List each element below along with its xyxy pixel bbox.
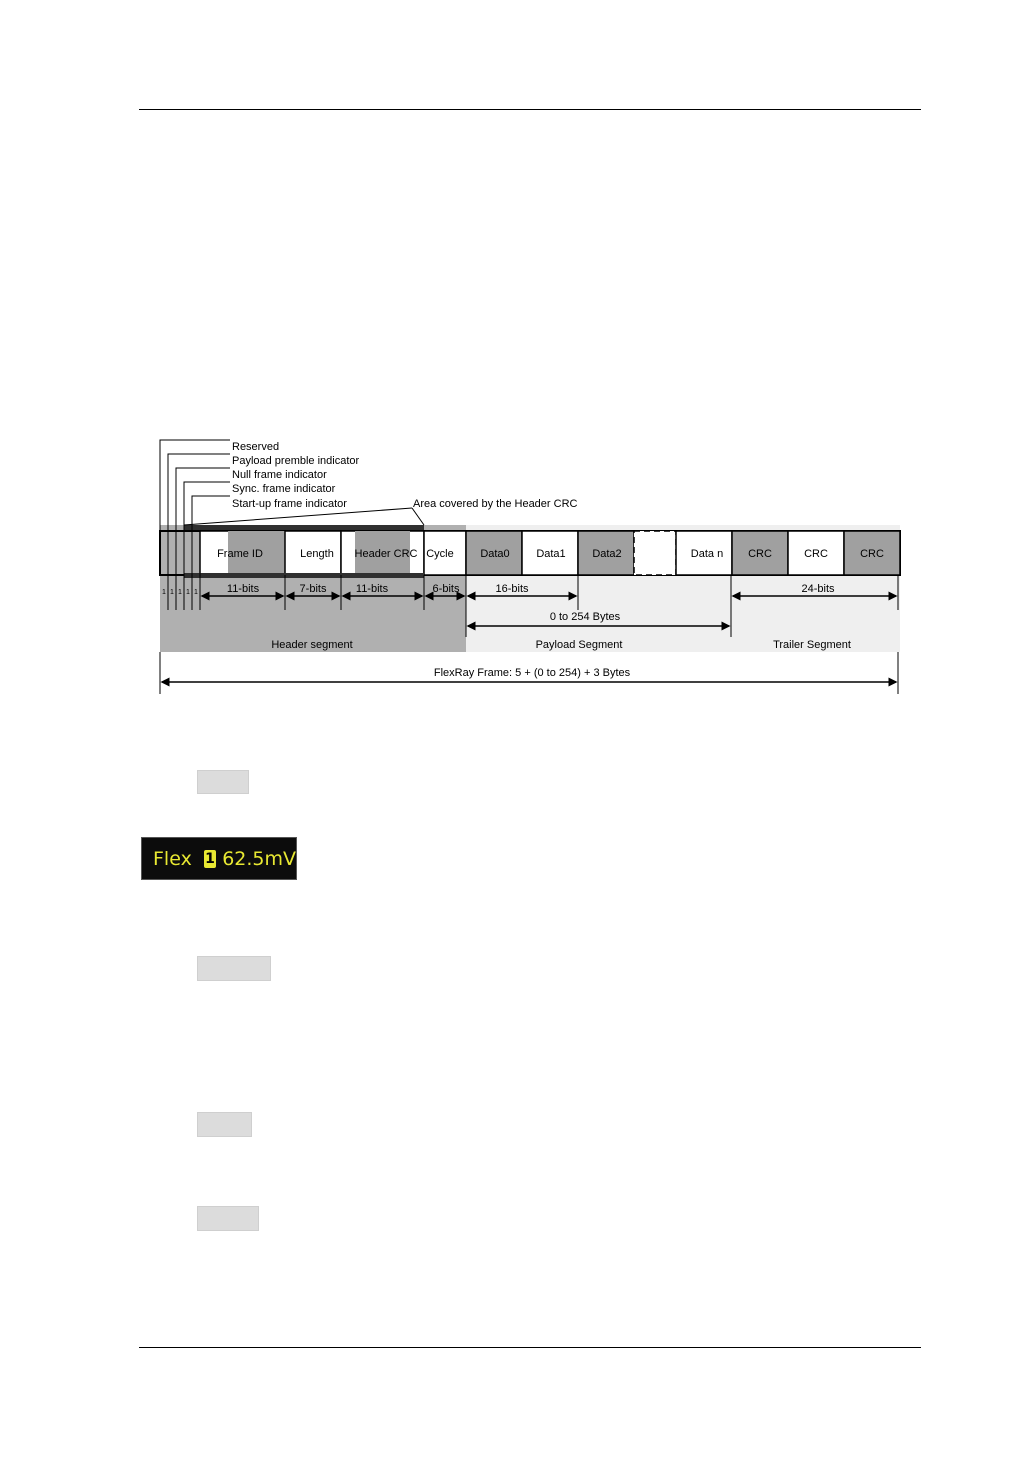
- field-label: CRC: [860, 548, 884, 560]
- flexray-frame-diagram: [150, 432, 910, 700]
- length-width: 7-bits: [299, 583, 327, 595]
- field-label: Data1: [536, 548, 566, 560]
- frame-id-width: 11-bits: [226, 583, 260, 595]
- indicator-label: Null frame indicator: [232, 469, 327, 481]
- indicator-label: Reserved: [232, 441, 280, 453]
- footer-rule: [139, 1347, 921, 1348]
- field-label: Frame ID: [217, 548, 263, 560]
- field-label: Length: [300, 548, 334, 560]
- field-label: Data0: [480, 548, 510, 560]
- field-label: CRC: [748, 548, 772, 560]
- bit-label: 1: [170, 589, 174, 596]
- indicator-label: Start-up frame indicator: [232, 498, 347, 510]
- field-label: Data2: [592, 548, 622, 560]
- field-label: Cycle: [426, 548, 454, 560]
- field-label: Data n: [690, 548, 724, 560]
- frame-total-label: FlexRay Frame: 5 + (0 to 254) + 3 Bytes: [433, 667, 631, 679]
- data-width: 16-bits: [495, 583, 529, 595]
- payload-segment-label: Payload Segment: [535, 639, 623, 651]
- trailer-segment-label: Trailer Segment: [773, 639, 851, 651]
- payload-width: 0 to 254 Bytes: [549, 611, 621, 623]
- trigger-status-label: [141, 837, 297, 880]
- protocol-label: Flex: [153, 847, 192, 870]
- cycle-width: 6-bits: [432, 583, 460, 595]
- indicator-label: Sync. frame indicator: [232, 483, 336, 495]
- bit-label: 1: [186, 589, 190, 596]
- bit-label: 1: [178, 589, 182, 596]
- header-rule: [139, 109, 921, 110]
- menu-key-placeholder: [197, 770, 249, 794]
- field-label: Header CRC: [354, 548, 418, 560]
- threshold-value: 62.5mV: [222, 847, 296, 870]
- indicator-label: Payload premble indicator: [232, 455, 360, 467]
- field-label: CRC: [804, 548, 828, 560]
- header-crc-width: 11-bits: [355, 583, 389, 595]
- bit-label: 1: [162, 589, 166, 596]
- bit-label: 1: [194, 589, 198, 596]
- menu-key-placeholder: [197, 956, 271, 981]
- menu-key-placeholder: [197, 1206, 259, 1231]
- header-segment-label: Header segment: [271, 639, 353, 651]
- channel-badge: 1: [205, 850, 215, 867]
- trailer-width: 24-bits: [801, 583, 835, 595]
- crc-area-label: Area covered by the Header CRC: [413, 498, 578, 510]
- menu-key-placeholder: [197, 1112, 252, 1137]
